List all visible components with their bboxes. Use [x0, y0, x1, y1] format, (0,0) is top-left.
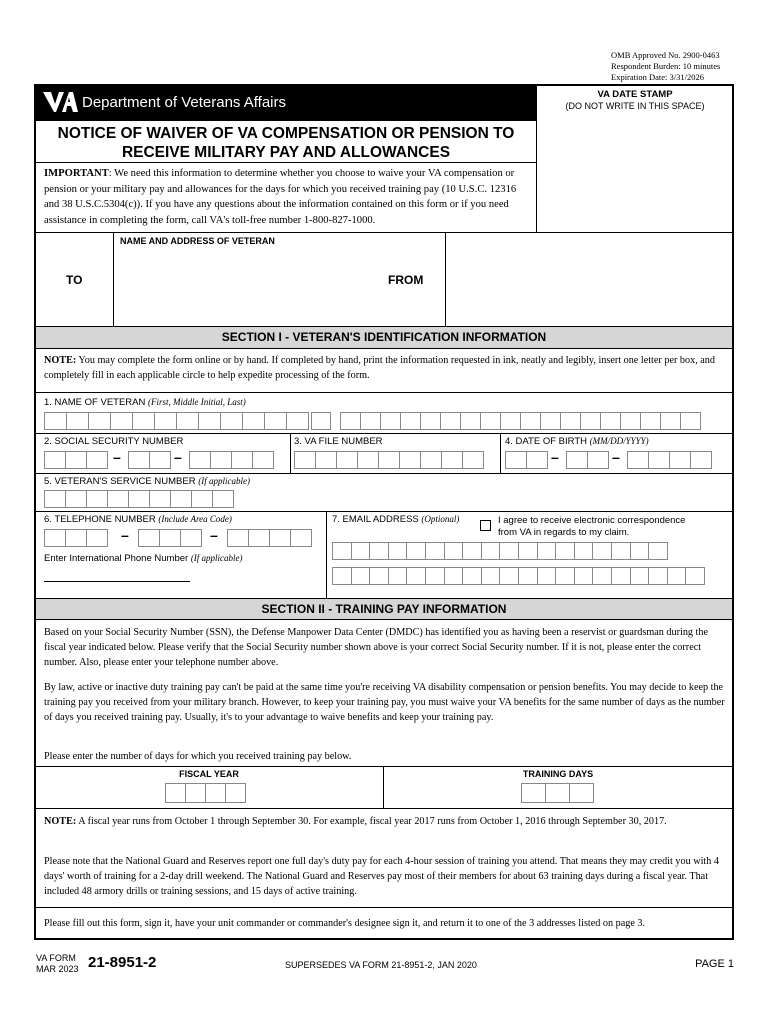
phone-email-divider	[326, 511, 327, 598]
omb-number: OMB Approved No. 2900-0463	[611, 50, 720, 60]
telephone-label-text: 6. TELEPHONE NUMBER	[44, 514, 159, 525]
form-title	[36, 124, 536, 162]
form-title-line2: RECEIVE MILITARY PAY AND ALLOWANCES	[121, 144, 451, 161]
email-consent-line2: from VA in regards to my claim.	[498, 527, 630, 538]
middle-initial-box[interactable]	[311, 412, 330, 430]
address-divider-right	[445, 232, 446, 326]
title-top-rule	[34, 120, 536, 121]
section2-paragraph2: By law, active or inactive duty training pay can't be paid at the same time you're receiving VA disability compensation or pension benefits. You may decide to keep the training pay you received from your military branch. However, to keep your training pay, you must waive your VA benefits for the same number of days as the number of days you received training pay. Usually, it's to your advantage to waive benefits and keep your training pay.	[44, 682, 725, 723]
training-days-label: TRAINING DAYS	[522, 769, 594, 779]
email-hint: (Optional)	[421, 514, 460, 524]
telephone-hint: (Include Area Code)	[158, 514, 232, 524]
veteran-address-field[interactable]	[120, 250, 440, 320]
supersedes-text: SUPERSEDES VA FORM 21-8951-2, JAN 2020	[285, 960, 477, 970]
omb-info	[611, 50, 720, 83]
row2-rule	[34, 473, 734, 474]
to-label: TO	[66, 273, 83, 287]
ssn-part3-boxes[interactable]	[189, 451, 273, 469]
section2-paragraph4: Please note that the National Guard and Reserves report one full day's duty pay for each 4-hour session of training you attend. That means they may credit you with 4 days' worth of training for a 2-day drill weekend. The National Guard and Reserves pay most of their members for about 63 training days during a fiscal year. That included 48 armory drills or training sessions, and 15 days of active training.	[44, 856, 719, 897]
dob-dash2: –	[612, 449, 620, 465]
veteran-name-label	[44, 397, 246, 408]
service-number-hint: (If applicable)	[198, 476, 250, 486]
date-stamp-note: (DO NOT WRITE IN THIS SPACE)	[565, 101, 705, 111]
phone-dash1: –	[121, 527, 129, 543]
form-id-block	[36, 953, 79, 975]
last-name-boxes[interactable]	[340, 412, 700, 430]
section2-paragraph5: Please fill out this form, sign it, have your unit commander or commander's designee sign it, and return it to one of the 3 addresses listed on page 3.	[44, 918, 646, 929]
dob-dash1: –	[551, 449, 559, 465]
service-number-label	[44, 476, 250, 487]
dob-label-text: 4. DATE OF BIRTH	[505, 436, 590, 447]
ssn-part1-boxes[interactable]	[44, 451, 107, 469]
email-consent-line1: I agree to receive electronic correspondence	[498, 515, 686, 526]
date-stamp-title: VA DATE STAMP	[597, 89, 673, 100]
ssn-divider	[290, 433, 291, 473]
important-text: : We need this information to determine whether you choose to waive your VA compensation or pension or your military pay and allowances for the days for which you received training pay (10 U.S.C. 12316 and 38 U.S.C.5304(c)). If you have any questions about the information contained on this form or if you need assistance in completing the form, call VA's toll-free number 1-800-827-1000.	[44, 168, 517, 226]
intl-phone-label	[44, 553, 243, 564]
note-bottom-rule	[34, 392, 734, 393]
fiscal-year-boxes[interactable]	[165, 783, 245, 803]
ssn-dash1: –	[113, 449, 121, 465]
email-consent-checkbox[interactable]	[480, 520, 491, 531]
first-name-boxes[interactable]	[44, 412, 308, 430]
from-label: FROM	[388, 273, 424, 287]
department-name: Department of Veterans Affairs	[82, 94, 287, 111]
section1-note-text: You may complete the form online or by hand. If completed by hand, print the information requested in ink, neatly and legibly, insert one letter per box, and completely fill in each applicable circle to help expedite processing of the form.	[44, 355, 715, 381]
training-table-top-rule	[34, 766, 734, 767]
fiscal-year-note	[44, 814, 726, 829]
email-label	[332, 514, 459, 525]
ssn-label: 2. SOCIAL SECURITY NUMBER	[44, 436, 184, 447]
expiration-date: Expiration Date: 3/31/2026	[611, 72, 705, 82]
address-divider-left	[113, 232, 114, 326]
veteran-name-hint: (First, Middle Initial, Last)	[148, 397, 246, 407]
email-consent-text	[498, 515, 685, 539]
phone-line-boxes[interactable]	[227, 529, 311, 547]
service-number-boxes[interactable]	[44, 490, 233, 508]
section1-header: SECTION I - VETERAN'S IDENTIFICATION INFORMATION	[36, 327, 732, 348]
telephone-label	[44, 514, 232, 525]
row3-rule	[34, 511, 734, 512]
intl-phone-label-text: Enter International Phone Number	[44, 553, 191, 564]
service-number-label-text: 5. VETERAN'S SERVICE NUMBER	[44, 476, 199, 487]
training-days-boxes[interactable]	[521, 783, 593, 803]
phone-dash2: –	[210, 527, 218, 543]
title-bottom-rule	[34, 162, 536, 163]
training-table-bottom-rule	[34, 808, 734, 809]
phone-area-boxes[interactable]	[44, 529, 107, 547]
section2-header-rule	[34, 619, 734, 620]
section1-header-rule	[34, 348, 734, 349]
intl-phone-hint: (If applicable)	[190, 553, 243, 563]
va-logo-icon	[42, 90, 78, 114]
name-address-label: NAME AND ADDRESS OF VETERAN	[120, 236, 275, 246]
dob-hint: (MM/DD/YYYY)	[589, 436, 649, 446]
email-line1-boxes[interactable]	[332, 542, 667, 560]
important-label: IMPORTANT	[44, 168, 109, 179]
form-label: VA FORM	[36, 953, 76, 963]
email-line2-boxes[interactable]	[332, 567, 704, 585]
important-notice	[44, 166, 534, 228]
vafile-divider	[500, 433, 501, 473]
dob-month-boxes[interactable]	[505, 451, 547, 469]
intl-phone-input-line[interactable]	[44, 581, 190, 582]
fiscal-year-note-text: A fiscal year runs from October 1 through September 30. For example, fiscal year 2017 runs from October 1, 2016 through September 30, 2017.	[76, 816, 667, 827]
fiscal-year-note-label: NOTE:	[44, 816, 77, 827]
section2-paragraph1: Based on your Social Security Number (SSN), the Defense Manpower Data Center (DMDC) has identified you as having been a reservist or guardsman during the fiscal year indicated below. Please verify that the Social Security number shown above is your correct Social Security number. If it is not, please enter the correct number. Also, please enter your telephone number above.	[44, 627, 708, 668]
dob-label	[505, 436, 649, 447]
page-number: PAGE 1	[695, 958, 734, 970]
phone-prefix-boxes[interactable]	[138, 529, 201, 547]
va-file-boxes[interactable]	[294, 451, 483, 469]
veteran-name-label-text: 1. NAME OF VETERAN	[44, 397, 148, 408]
form-number: 21-8951-2	[88, 954, 157, 971]
va-file-label: 3. VA FILE NUMBER	[294, 436, 383, 447]
email-label-text: 7. EMAIL ADDRESS	[332, 514, 422, 525]
section1-note	[44, 353, 726, 383]
respondent-burden: Respondent Burden: 10 minutes	[611, 61, 721, 71]
header-bar	[34, 86, 536, 120]
ssn-part2-boxes[interactable]	[128, 451, 170, 469]
address-top-rule	[34, 232, 734, 233]
section2-paragraph3: Please enter the number of days for which you received training pay below.	[44, 751, 352, 762]
row1-rule	[34, 433, 734, 434]
dob-day-boxes[interactable]	[566, 451, 608, 469]
form-title-line1: NOTICE OF WAIVER OF VA COMPENSATION OR PENSION TO	[57, 125, 515, 142]
dob-year-boxes[interactable]	[627, 451, 711, 469]
section2-header: SECTION II - TRAINING PAY INFORMATION	[36, 599, 732, 619]
instructions-rule	[34, 907, 734, 908]
ssn-dash2: –	[174, 449, 182, 465]
section1-note-label: NOTE:	[44, 355, 77, 366]
form-date: MAR 2023	[36, 964, 79, 974]
fiscal-year-label: FISCAL YEAR	[179, 769, 239, 779]
